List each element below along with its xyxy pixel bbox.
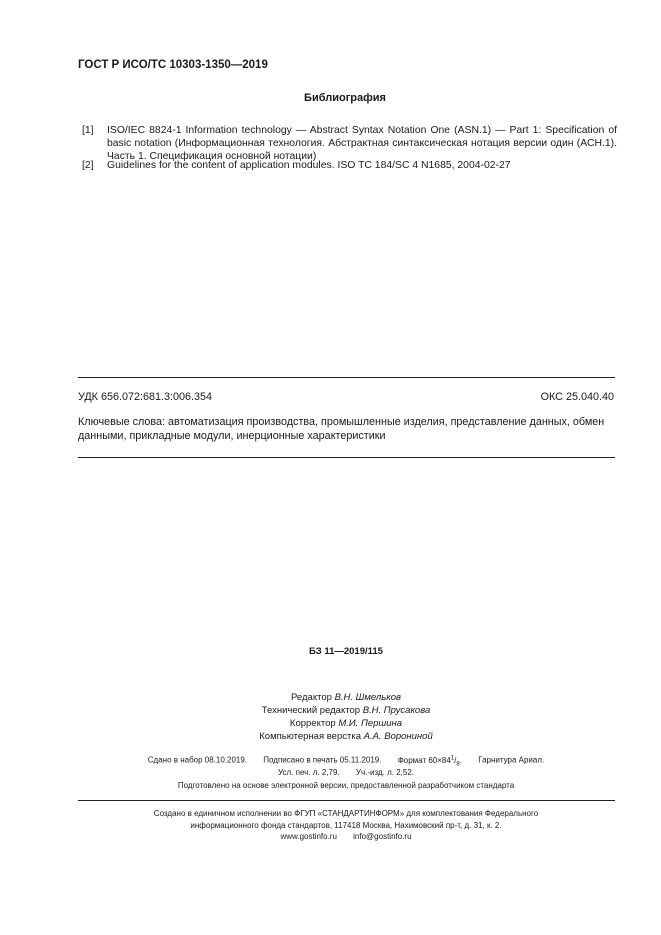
footer-contacts [0,831,661,843]
paper-format: Формат $60\times 84^1/_8$. [397,755,462,768]
sheet-counts [0,768,661,777]
layout-line: Компьютерная верстка А.А. Ворониной [259,731,433,742]
udk-code: УДК 656.072:681.3:006.354 [78,391,213,403]
keywords: Ключевые слова: автоматизация производства, промышленные изделия, представление данных, обмен данными, прикладные модули, инерционные характеристики [78,416,605,442]
editor-line: Редактор В.Н. Шмельков [291,692,401,703]
publishing-sheets: Уч.-изд. л. 2,52. [355,768,415,777]
oks-code: ОКС 25.040.40 [540,391,614,403]
reference-number: [1] [82,125,94,136]
print-details [0,755,661,767]
reference-item [82,159,617,172]
reference-item [82,124,617,163]
submitted-date: Сдано в набор 08.10.2019. [147,755,248,765]
credits-block [0,691,661,743]
document-code: ГОСТ Р ИСО/ТС 10303-1350—2019 [78,59,268,71]
reference-number: [2] [82,160,94,171]
footer-line: Создано в единичном исполнении во ФГУП «СТАНДАРТИНФОРМ» для комплектования Федерального [153,809,539,818]
divider [78,800,615,801]
tech-editor-line: Технический редактор В.Н. Прусакова [261,705,431,716]
publisher-footer [0,808,661,843]
reference-text: ISO/IEC 8824-1 Information technology — Abstract Syntax Notation One (ASN.1) — Part 1: Specification of basic notation (Информационная технология. Абстрактная синтаксическая нотация версии один (АСН.1). Часть 1. Спецификация основной нотации) [107,125,617,162]
corrector-line: Корректор М.И. Першина [289,718,403,729]
signed-date: Подписано в печать 05.11.2019. [263,755,382,765]
website-link[interactable]: www.gostinfo.ru [280,832,337,841]
divider [78,457,615,458]
bz-number: БЗ 11—2019/115 [309,646,383,657]
divider [78,377,615,378]
typeface: Гарнитура Ариал. [478,755,545,765]
bibliography-title: Библиография [304,92,386,104]
email-link[interactable]: info@gostinfo.ru [353,832,412,841]
print-sheets: Усл. печ. л. 2,79. [277,768,340,777]
reference-text: Guidelines for the content of application modules. ISO TC 184/SC 4 N1685, 2004-02-27 [107,160,511,171]
prepared-note: Подготовлено на основе электронной версии, предоставленной разработчиком стандарта [177,781,515,790]
footer-line: информационного фонда стандартов, 117418 Москва, Нахимовский пр-т, д. 31, к. 2. [190,820,502,830]
